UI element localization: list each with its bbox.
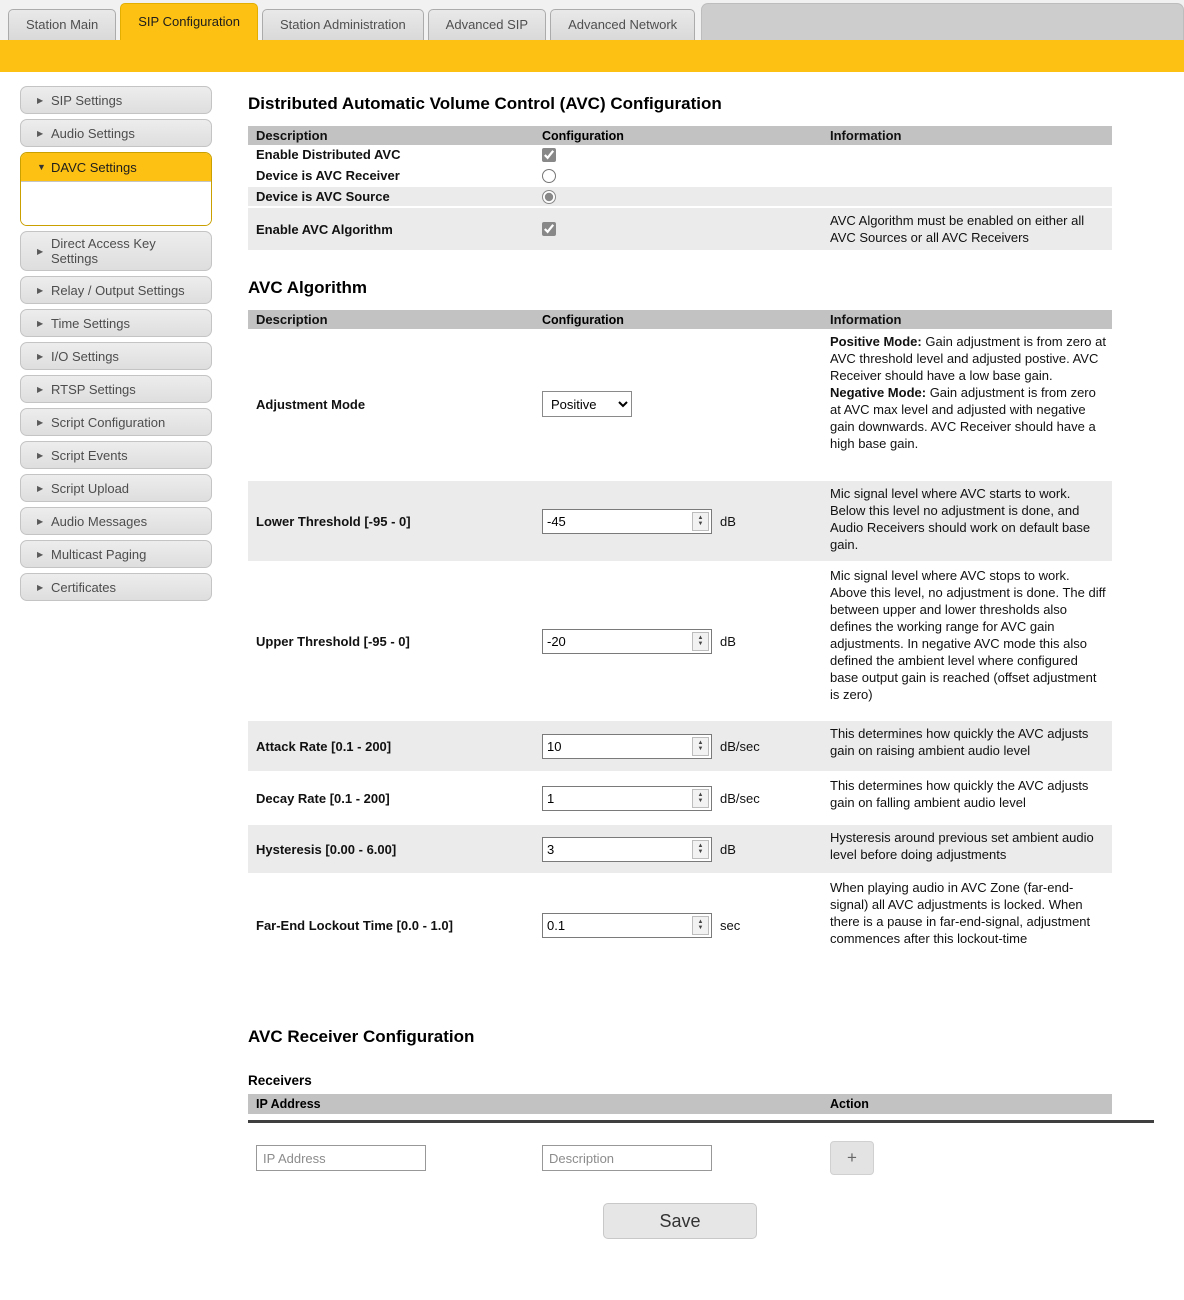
- table-row: [248, 825, 1112, 875]
- avc-algorithm-table: [248, 310, 1112, 977]
- sidebar-item-label: Certificates: [51, 579, 117, 595]
- chevron-right-icon: ▶: [37, 95, 44, 105]
- chevron-down-icon: ▼: [37, 162, 46, 172]
- upper-threshold-spinner[interactable]: [692, 632, 709, 651]
- sidebar-item-multicast-paging[interactable]: [20, 540, 212, 568]
- sidebar-item-direct-access-key-settings[interactable]: [20, 231, 212, 271]
- far-end-lockout-input[interactable]: [543, 914, 690, 937]
- table-row: [248, 166, 1112, 187]
- spinner-down-icon[interactable]: ▼: [697, 798, 704, 804]
- col-information: Information: [830, 128, 902, 143]
- table-header-row: [248, 1094, 1112, 1114]
- save-button[interactable]: Save: [603, 1203, 757, 1239]
- sidebar-item-label: Time Settings: [51, 315, 130, 331]
- chevron-right-icon: ▶: [37, 516, 44, 526]
- sidebar-item-script-events[interactable]: [20, 441, 212, 469]
- hysteresis-spinner[interactable]: [692, 840, 709, 859]
- attack-rate-spinner[interactable]: [692, 737, 709, 756]
- enable-distributed-avc-checkbox[interactable]: [542, 148, 556, 162]
- sidebar-item-label: DAVC Settings: [51, 159, 137, 175]
- table-row: [248, 773, 1112, 825]
- tab-station-main[interactable]: Station Main: [8, 9, 116, 40]
- sidebar-item-label: RTSP Settings: [51, 381, 136, 397]
- sidebar-item-certificates[interactable]: [20, 573, 212, 601]
- sidebar-item-script-configuration[interactable]: [20, 408, 212, 436]
- table-header-row: [248, 126, 1112, 145]
- table-row: [248, 481, 1112, 563]
- attack-rate-input[interactable]: [543, 735, 690, 758]
- adjustment-mode-select[interactable]: [542, 391, 632, 417]
- upper-threshold-input[interactable]: [543, 630, 690, 653]
- device-is-avc-source-radio[interactable]: [542, 190, 556, 204]
- receivers-table: [248, 1094, 1112, 1175]
- sidebar-item-script-upload[interactable]: [20, 474, 212, 502]
- row-info: Mic signal level where AVC starts to work. Below this level no adjustment is done, and Audio Receivers should work on default base gain.: [830, 486, 1091, 552]
- table-header-row: [248, 310, 1112, 329]
- table-row: [248, 563, 1112, 721]
- col-configuration: Configuration: [542, 128, 624, 143]
- hysteresis-input[interactable]: [543, 838, 690, 861]
- sidebar-group-davc: [20, 152, 212, 226]
- chevron-right-icon: ▶: [37, 351, 44, 361]
- lower-threshold-input-wrap: [542, 509, 712, 534]
- sidebar-item-label: Relay / Output Settings: [51, 282, 185, 298]
- table-row: [248, 145, 1112, 166]
- sidebar-item-label: I/O Settings: [51, 348, 119, 364]
- chevron-right-icon: ▶: [37, 582, 44, 592]
- table-row: [248, 187, 1112, 208]
- sidebar-item-label: Audio Settings: [51, 125, 135, 141]
- device-is-avc-receiver-radio[interactable]: [542, 169, 556, 183]
- spinner-down-icon[interactable]: ▼: [697, 641, 704, 647]
- spinner-up-icon[interactable]: ▲: [697, 515, 704, 521]
- sidebar-item-io-settings[interactable]: [20, 342, 212, 370]
- enable-avc-algorithm-checkbox[interactable]: [542, 222, 556, 236]
- sidebar-item-label: Script Upload: [51, 480, 130, 496]
- tab-advanced-sip[interactable]: Advanced SIP: [428, 9, 546, 40]
- tab-station-administration[interactable]: Station Administration: [262, 9, 424, 40]
- hysteresis-input-wrap: [542, 837, 712, 862]
- decay-rate-input[interactable]: [543, 787, 690, 810]
- sidebar-item-label: Audio Messages: [51, 513, 148, 529]
- accent-band: [0, 40, 1184, 72]
- spinner-down-icon[interactable]: ▼: [697, 521, 704, 527]
- chevron-right-icon: ▶: [37, 128, 44, 138]
- receiver-input-row: [248, 1141, 1112, 1175]
- unit-label: dB: [720, 633, 736, 649]
- add-receiver-button[interactable]: +: [830, 1141, 874, 1175]
- chevron-right-icon: ▶: [37, 549, 44, 559]
- row-label: Attack Rate [0.1 - 200]: [256, 738, 392, 754]
- spinner-up-icon[interactable]: ▲: [697, 792, 704, 798]
- sidebar-item-davc-settings[interactable]: [21, 153, 211, 181]
- upper-threshold-input-wrap: [542, 629, 712, 654]
- chevron-right-icon: ▶: [37, 450, 44, 460]
- sidebar-item-relay-output-settings[interactable]: [20, 276, 212, 304]
- sidebar-item-label: Multicast Paging: [51, 546, 147, 562]
- top-tab-bar: [0, 0, 1184, 40]
- spinner-up-icon[interactable]: ▲: [697, 919, 704, 925]
- far-end-lockout-spinner[interactable]: [692, 916, 709, 935]
- spinner-down-icon[interactable]: ▼: [697, 925, 704, 931]
- row-label: Enable AVC Algorithm: [256, 221, 393, 237]
- chevron-right-icon: ▶: [37, 285, 44, 295]
- unit-label: sec: [720, 917, 741, 933]
- tab-advanced-network[interactable]: Advanced Network: [550, 9, 695, 40]
- sidebar-item-audio-messages[interactable]: [20, 507, 212, 535]
- row-info: AVC Algorithm must be enabled on either all AVC Sources or all AVC Receivers: [830, 213, 1085, 245]
- table-row: [248, 721, 1112, 773]
- sidebar-item-label: Direct Access Key Settings: [51, 236, 156, 266]
- info-negative-mode-bold: Negative Mode:: [830, 385, 927, 400]
- unit-label: dB/sec: [720, 790, 760, 806]
- davc-config-table: [248, 126, 1112, 252]
- far-end-lockout-input-wrap: [542, 913, 712, 938]
- row-label: Decay Rate [0.1 - 200]: [256, 790, 390, 806]
- tab-sip-configuration[interactable]: SIP Configuration: [120, 3, 258, 40]
- col-description: Description: [256, 128, 328, 143]
- attack-rate-input-wrap: [542, 734, 712, 759]
- row-label: Lower Threshold [-95 - 0]: [256, 513, 411, 529]
- chevron-right-icon: ▶: [37, 384, 44, 394]
- chevron-right-icon: ▶: [37, 417, 44, 427]
- row-info: When playing audio in AVC Zone (far-end-signal) all AVC adjustments is locked. When there is a pause in far-end-signal, adjustment commences after this lockout-time: [830, 880, 1091, 946]
- row-info: [830, 166, 1112, 174]
- sidebar-item-time-settings[interactable]: [20, 309, 212, 337]
- algorithm-section-title: AVC Algorithm: [248, 278, 367, 297]
- info-positive-mode-bold: Positive Mode:: [830, 334, 922, 349]
- lower-threshold-input[interactable]: [543, 510, 690, 533]
- col-description: Description: [256, 312, 328, 327]
- decay-rate-input-wrap: [542, 786, 712, 811]
- chevron-right-icon: ▶: [37, 246, 44, 256]
- row-label: Enable Distributed AVC: [256, 147, 401, 162]
- spinner-up-icon[interactable]: ▲: [697, 740, 704, 746]
- row-label: Adjustment Mode: [256, 396, 366, 412]
- row-info: This determines how quickly the AVC adjusts gain on falling ambient audio level: [830, 778, 1089, 810]
- sidebar-item-label: Script Events: [51, 447, 128, 463]
- receiver-ip-input[interactable]: [256, 1145, 426, 1171]
- row-label: Device is AVC Source: [256, 189, 390, 204]
- chevron-right-icon: ▶: [37, 483, 44, 493]
- davc-section-title: Distributed Automatic Volume Control (AVC) Configuration: [248, 94, 722, 113]
- receivers-subtitle: Receivers: [248, 1073, 312, 1088]
- spinner-up-icon[interactable]: ▲: [697, 635, 704, 641]
- decay-rate-spinner[interactable]: [692, 789, 709, 808]
- row-info: [830, 329, 1112, 456]
- table-row: [248, 329, 1112, 481]
- col-information: Information: [830, 312, 902, 327]
- row-info: Hysteresis around previous set ambient audio level before doing adjustments: [830, 830, 1094, 862]
- sidebar-item-sip-settings[interactable]: [20, 86, 212, 114]
- header-divider: [248, 1120, 1154, 1123]
- unit-label: dB: [720, 513, 736, 529]
- sidebar-item-label: Script Configuration: [51, 414, 166, 430]
- receiver-description-input[interactable]: [542, 1145, 712, 1171]
- chevron-right-icon: ▶: [37, 318, 44, 328]
- sidebar: [20, 86, 212, 606]
- info-positive-mode-text: Gain adjustment is from zero at AVC threshold level and adjusted postive. AVC Receiver should have a low base gain.: [830, 334, 1106, 383]
- content-area: [248, 72, 1112, 1239]
- sidebar-item-rtsp-settings[interactable]: [20, 375, 212, 403]
- spinner-down-icon[interactable]: ▼: [697, 746, 704, 752]
- spinner-up-icon[interactable]: ▲: [697, 843, 704, 849]
- row-label: Device is AVC Receiver: [256, 168, 400, 183]
- row-label: Far-End Lockout Time [0.0 - 1.0]: [256, 917, 453, 933]
- lower-threshold-spinner[interactable]: [692, 512, 709, 531]
- col-configuration: Configuration: [542, 312, 624, 327]
- receiver-section-title: AVC Receiver Configuration: [248, 1027, 475, 1046]
- row-info: This determines how quickly the AVC adjusts gain on raising ambient audio level: [830, 726, 1089, 758]
- row-info: [830, 145, 1112, 153]
- col-action: Action: [830, 1097, 869, 1111]
- row-label: Upper Threshold [-95 - 0]: [256, 633, 410, 649]
- sidebar-item-label: SIP Settings: [51, 92, 123, 108]
- unit-label: dB: [720, 841, 736, 857]
- table-row: [248, 208, 1112, 252]
- info-negative-mode-text: Gain adjustment is from zero at AVC max level and adjusted with negative gain downwards. AVC Receiver should have a high base gain.: [830, 385, 1096, 451]
- row-info: Mic signal level where AVC stops to work. Above this level, no adjustment is done. The diff between upper and lower thresholds also defines the working range for AVC gain adjustments. In negative AVC mode this also defined the ambient level where configured base output gain is reached (offset adjustment is zero): [830, 568, 1106, 702]
- unit-label: dB/sec: [720, 738, 760, 754]
- row-label: Hysteresis [0.00 - 6.00]: [256, 841, 397, 857]
- davc-settings-expanded-panel: [21, 181, 211, 225]
- sidebar-item-audio-settings[interactable]: [20, 119, 212, 147]
- col-ip-address: IP Address: [256, 1097, 321, 1111]
- table-row: [248, 875, 1112, 977]
- row-info: [830, 187, 1112, 195]
- tab-bar-filler: [701, 3, 1184, 40]
- spinner-down-icon[interactable]: ▼: [697, 849, 704, 855]
